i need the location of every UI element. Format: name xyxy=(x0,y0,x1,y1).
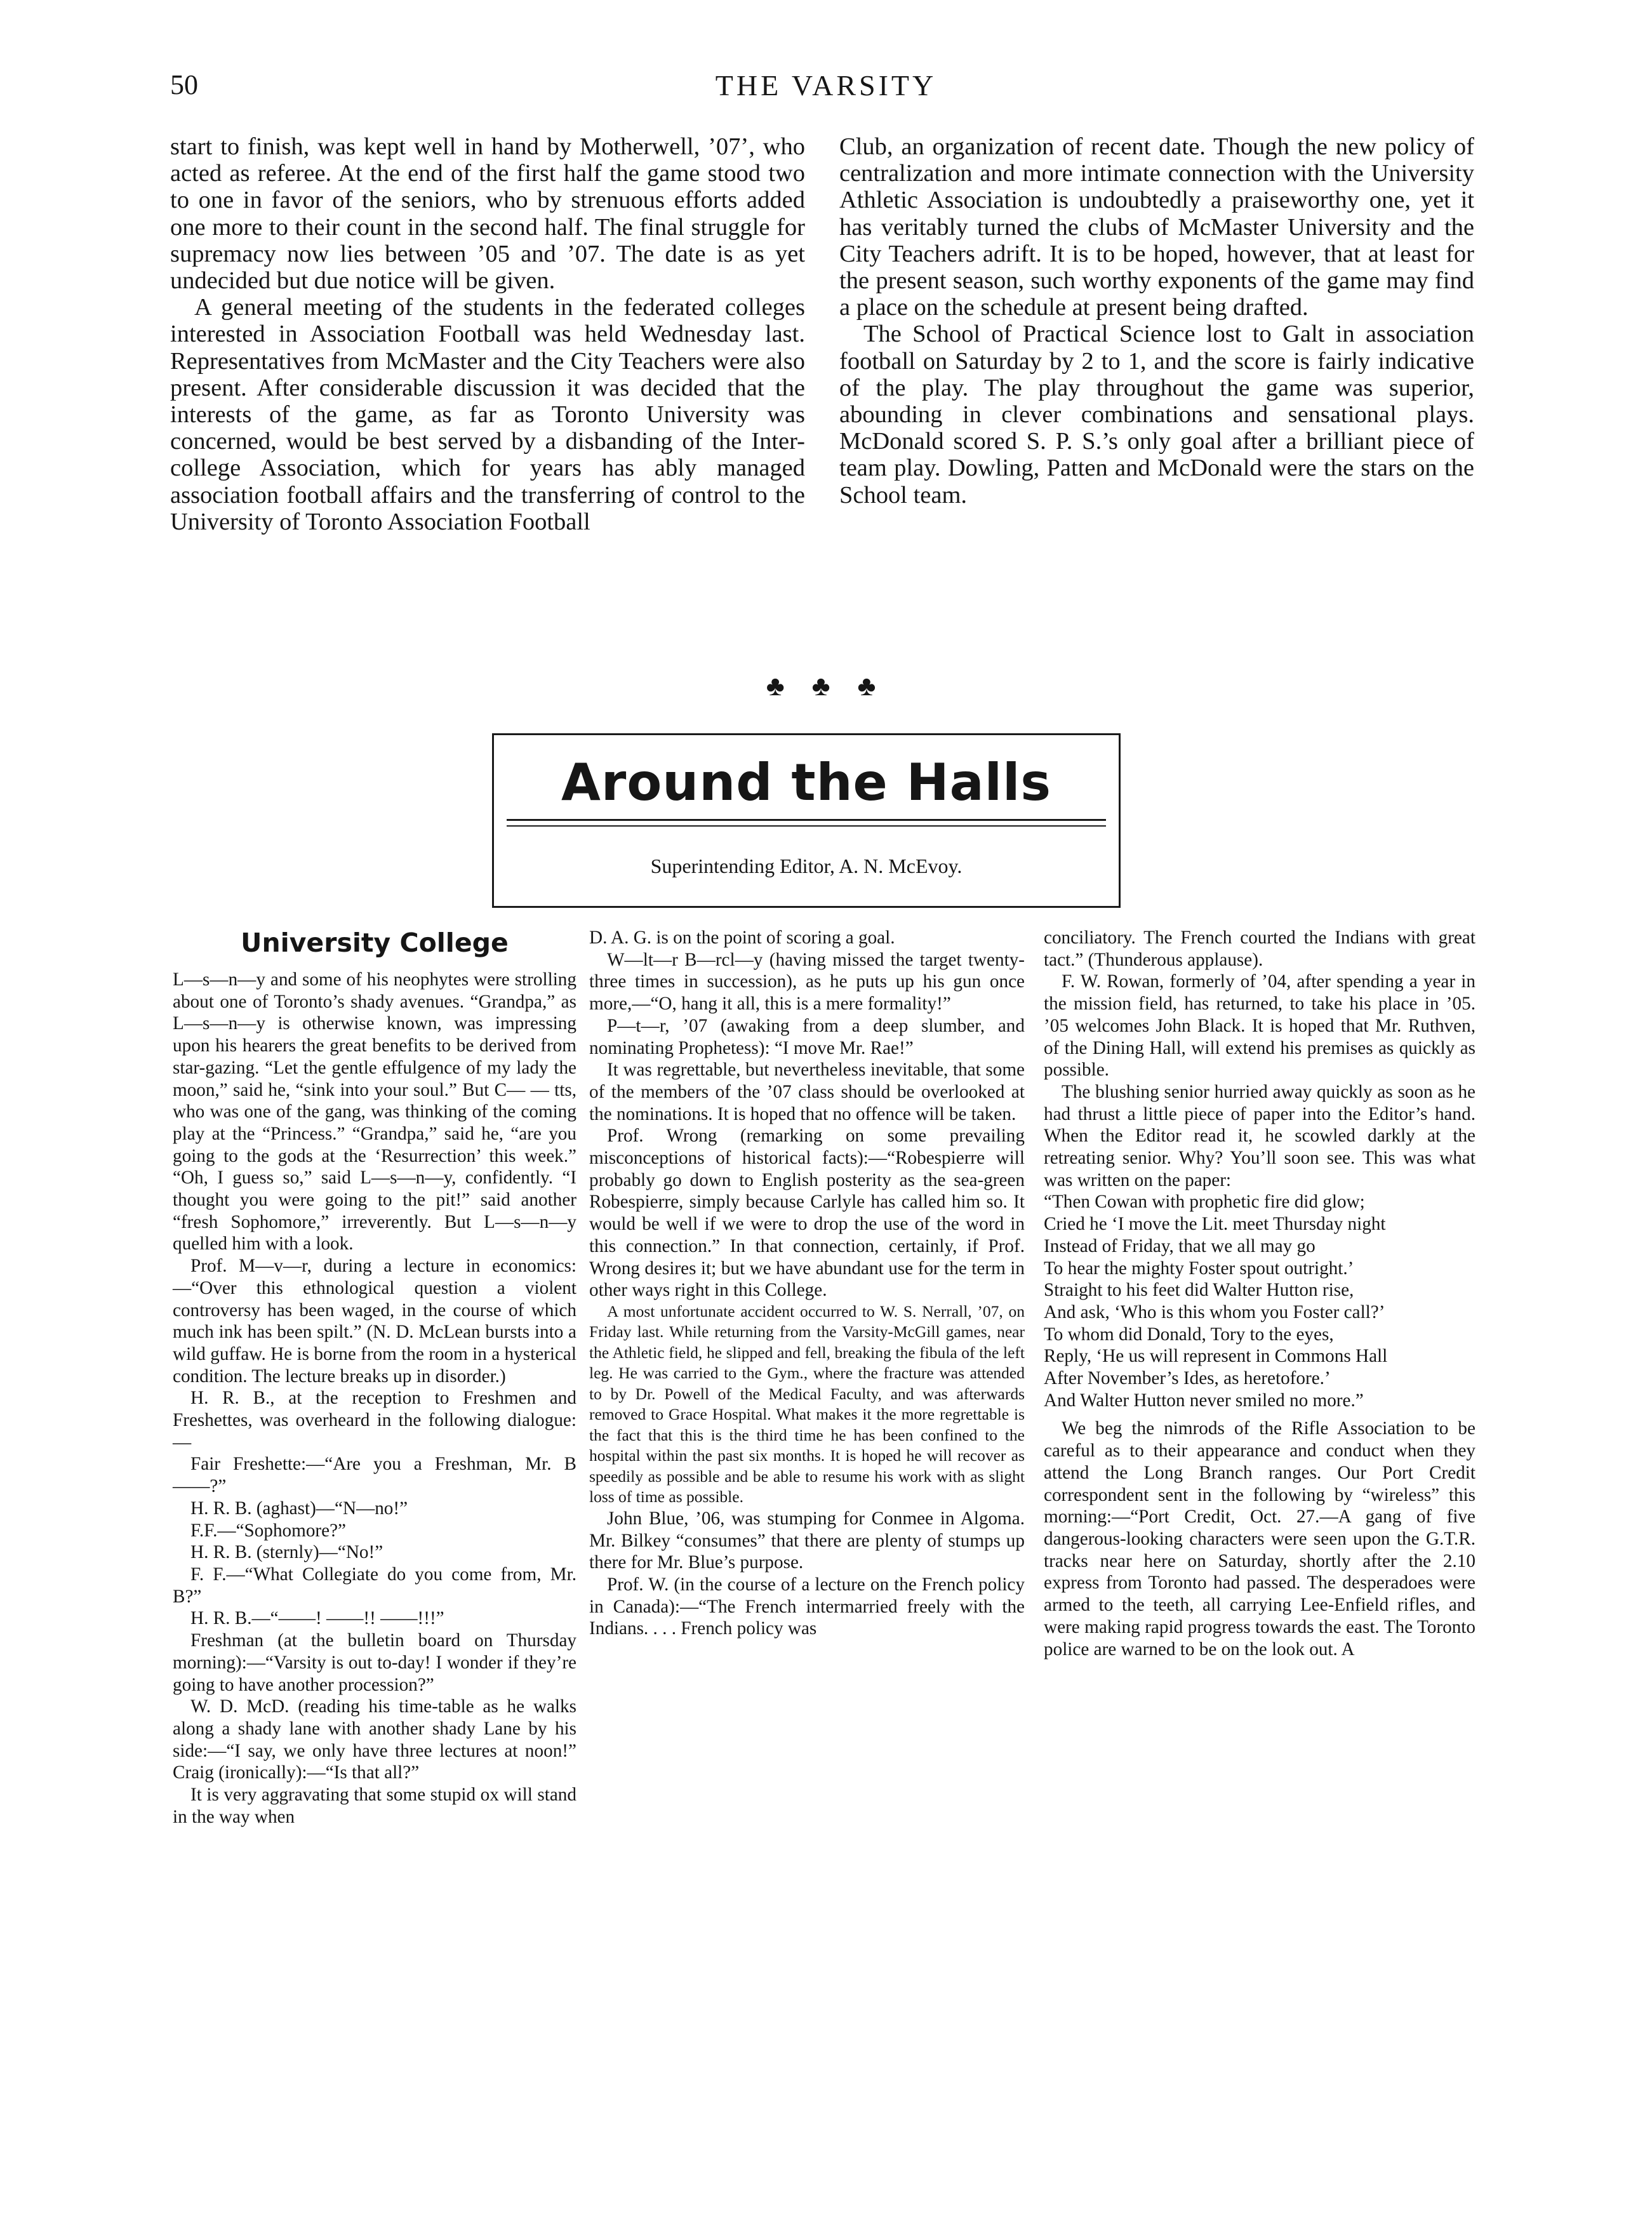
continued-column-left xyxy=(170,133,805,535)
banner-title: Around the Halls xyxy=(561,753,1052,812)
poem-line: Reply, ‘He us will represent in Commons Hall xyxy=(1044,1346,1388,1367)
poem-line: And Walter Hutton never smiled no more.” xyxy=(1044,1390,1364,1411)
paragraph: John Blue, ’06, was stumping for Conmee in Algoma. Mr. Bilkey “consumes” that there are plenty of stumps up there for Mr. Blue’s purpose. xyxy=(589,1508,1025,1573)
running-title: THE VARSITY xyxy=(715,69,937,102)
paragraph: Prof. W. (in the course of a lecture on the French policy in Canada):—“The French intermarried freely with the Indians. . . . French policy was xyxy=(589,1574,1025,1639)
poem-line: To whom did Donald, Tory to the eyes, xyxy=(1044,1324,1334,1345)
poem-line: “Then Cowan with prophetic fire did glow; xyxy=(1044,1192,1365,1213)
column-b xyxy=(589,927,1025,1640)
dialogue-line: F. F.—“What Collegiate do you come from, Mr. B?” xyxy=(173,1564,576,1607)
paragraph: start to finish, was kept well in hand by Motherwell, ’07’, who acted as referee. At the end of the first half the game stood two to one in favor of the seniors, who by strenuous efforts added one more to their count in the second half. The final struggle for supremacy now lies between ’05 and ’07. The date is as yet undecided but due notice will be given. xyxy=(170,133,805,295)
continued-column-right xyxy=(839,133,1474,509)
paragraph: The School of Practical Science lost to Galt in association football on Saturday by 2 to 1, and the score is fairly indicative of the play. The play throughout the game was superior, abounding in clever combinations and sensational plays. McDonald scored S. P. S.’s only goal after a brilliant piece of team play. Dowling, Patten and McDonald were the stars on the School team. xyxy=(839,321,1474,509)
poem-line: To hear the mighty Foster spout outright.’ xyxy=(1044,1258,1354,1279)
paragraph: It is very aggravating that some stupid ox will stand in the way when xyxy=(173,1785,576,1827)
paragraph: P—t—r, ’07 (awaking from a deep slumber, and nominating Prophetess): “I move Mr. Rae!” xyxy=(589,1015,1025,1058)
poem-line: After November’s Ides, as heretofore.’ xyxy=(1044,1368,1331,1389)
paragraph: L—s—n—y and some of his neophytes were strolling about one of Toronto’s shady avenues. “Grandpa,” as L—s—n—y is otherwise known, was impressing upon his hearers the great benefits to be derived from star-gazing. “Let the gentle effulgence of my lady the moon,” said he, “sink into your soul.” But C— — tts, who was one of the gang, was thinking of the coming play at the “Princess.” “Grandpa,” said he, “are you going to the gods at the ‘Resurrection’ this week.” “Oh, I guess so,” said L—s—n—y, confidently. “I thought you were going to the pit!” said another “fresh Sophomore,” irreverently. But L—s—n—y quelled him with a look. xyxy=(173,969,576,1254)
banner-rule xyxy=(507,819,1106,821)
poem-line: Instead of Friday, that we all may go xyxy=(1044,1235,1316,1256)
page-header xyxy=(0,0,1652,114)
paragraph: Prof. Wrong (remarking on some prevailing misconceptions of historical facts):—“Robespierre will probably go down to English posterity as the sea-green Robespierre, simply because Carlyle has called him so. It would be well if we were to drop the use of the word in this connection.” In that connection, certainly, if Prof. Wrong desires it; but we have abundant use for the term in other ways right in this College. xyxy=(589,1126,1025,1301)
accident-notice: A most unfortunate accident occurred to W. S. Nerrall, ’07, on Friday last. While returning from the Varsity-McGill games, near the Athletic field, he slipped and fell, breaking the fibula of the left leg. He was carried to the Gym., where the fracture was attended to by Dr. Powell of the Medical Faculty, and was afterwards removed to Grace Hospital. What makes it the more regrettable is the fact that this is the third time he has been confined to the hospital within the past six months. It is hoped he will recover as speedily as possible and be able to resume his work with as slight loss of time as possible. xyxy=(589,1301,1025,1507)
banner-rule xyxy=(507,825,1106,827)
banner-subtitle: Superintending Editor, A. N. McEvoy. xyxy=(650,855,963,877)
paragraph: W—lt—r B—rcl—y (having missed the target twenty-three times in succession), as he puts up his gun once more,—“O, hang it all, this is a mere formality!” xyxy=(589,949,1025,1015)
page-number: 50 xyxy=(170,69,198,100)
dialogue-line: H. R. B. (aghast)—“N—no!” xyxy=(190,1498,408,1519)
column-a xyxy=(173,927,576,1828)
poem-line: Cried he ‘I move the Lit. meet Thursday night xyxy=(1044,1214,1386,1235)
paragraph: H. R. B., at the reception to Freshmen and Freshettes, was overheard in the following dialogue:— xyxy=(173,1388,576,1453)
section-heading: University College xyxy=(241,928,509,958)
column-c xyxy=(1044,927,1475,1660)
club-ornament-icon: ♣ ♣ ♣ xyxy=(766,670,886,702)
poem-line: Straight to his feet did Walter Hutton rise, xyxy=(1044,1280,1354,1301)
paragraph: We beg the nimrods of the Rifle Association to be careful as to their appearance and conduct when they attend the Long Branch ranges. Our Port Credit correspondent sent in the following by “wireless” this morning:—“Port Credit, Oct. 27.—A gang of five dangerous-looking characters were seen upon the G.T.R. tracks near here on Saturday, shortly after the 2.10 express from Toronto had passed. The desperadoes were armed to the teeth, all carrying Lee-Enfield rifles, and were making rapid progress towards the east. The Toronto police are warned to be on the look out. A xyxy=(1044,1418,1475,1660)
paragraph: A general meeting of the students in the federated colleges interested in Association Football was held Wednesday last. Representatives from McMaster and the City Teachers were also present. After considerable discussion it was decided that the interests of the game, as far as Toronto University was concerned, would be best served by a disbanding of the Inter-college Association, which for years has ably managed association football affairs and the transferring of control to the University of Toronto Association Football xyxy=(170,294,805,535)
poem-line: And ask, ‘Who is this whom you Foster call?’ xyxy=(1044,1301,1385,1322)
paragraph: conciliatory. The French courted the Indians with great tact.” (Thunderous applause). xyxy=(1044,928,1475,970)
paragraph: Club, an organization of recent date. Though the new policy of centralization and more intimate connection with the University Athletic Association is undoubtedly a praiseworthy one, yet it has veritably turned the clubs of McMaster University and the City Teachers adrift. It is to be hoped, however, that at least for the present season, such worthy exponents of the game may find a place on the schedule at present being drafted. xyxy=(839,133,1474,321)
dialogue-line: H. R. B.—“——! ——!! ——!!!” xyxy=(190,1608,444,1629)
paragraph: F. W. Rowan, formerly of ’04, after spending a year in the mission field, has returned, to take his place in ’05. ’05 welcomes John Black. It is hoped that Mr. Ruthven, of the Dining Hall, will extend his premises as quickly as possible. xyxy=(1044,971,1475,1081)
paragraph: Freshman (at the bulletin board on Thursday morning):—“Varsity is out to-day! I wonder if they’re going to have another procession?” xyxy=(173,1630,576,1695)
section-banner xyxy=(492,733,1121,908)
dialogue-line: Fair Freshette:—“Are you a Freshman, Mr. B——?” xyxy=(173,1454,576,1497)
paragraph: W. D. McD. (reading his time-table as he walks along a shady lane with another shady Lane by his side:—“I say, we only have three lectures at noon!” Craig (ironically):—“Is that all?” xyxy=(173,1696,576,1783)
dialogue-line: H. R. B. (sternly)—“No!” xyxy=(190,1542,383,1563)
paragraph: Prof. M—v—r, during a lecture in economics:—“Over this ethnological question a violent controversy has been waged, in the course of which much ink has been spilt.” (N. D. McLean bursts into a wild guffaw. He is borne from the room in a hysterical condition. The lecture breaks up in disorder.) xyxy=(173,1256,576,1387)
paragraph: It was regrettable, but nevertheless inevitable, that some of the members of the ’07 class should be overlooked at the nominations. It is hoped that no offence will be taken. xyxy=(589,1060,1025,1124)
paragraph: D. A. G. is on the point of scoring a goal. xyxy=(589,928,895,948)
paragraph: The blushing senior hurried away quickly as soon as he had thrust a little piece of paper into the Editor’s hand. When the Editor read it, he scowled darkly at the retreating senior. Why? You’ll soon see. This was what was written on the paper: xyxy=(1044,1081,1475,1190)
dialogue-line: F.F.—“Sophomore?” xyxy=(190,1520,347,1541)
